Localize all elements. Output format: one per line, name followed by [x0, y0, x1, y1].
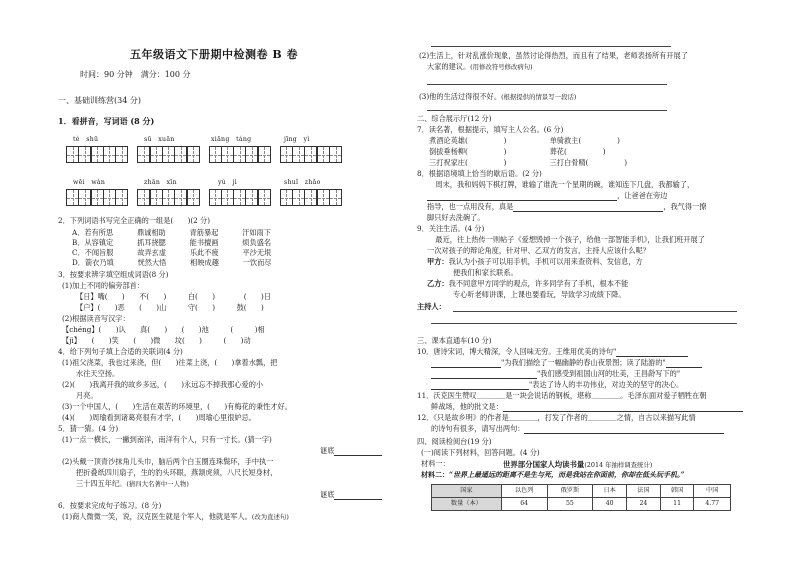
section-4-heading: 四、阅读检阅台(19 分)	[417, 437, 492, 446]
answer-line[interactable]	[431, 46, 671, 47]
q9-line1: 最近，往上热传一则帖子《爱想毁掉一个孩子，给他一部智能手机》，让我们班开展了	[421, 235, 705, 244]
q12-text: 的诗句有很多，请写出两句：	[431, 424, 525, 433]
reading-table	[431, 484, 731, 511]
q4-line3: (3)一个中国人，( )生活在艰苦的环境里，( )有梅花的秉性才好。	[62, 402, 292, 411]
r1-text: 大家的建议。	[427, 62, 471, 71]
char-box-group[interactable]	[66, 146, 128, 163]
reading-1-heading: (一)阅读下列材料，回答问题。(4 分)	[421, 448, 540, 457]
material-2-label: 材料二：	[421, 470, 449, 479]
pinyin-4: jīng yì	[284, 136, 310, 143]
answer-blank[interactable]	[431, 359, 501, 368]
q3-line3: 【chéng】( )认 真( ) ( )池 ( )相	[62, 325, 265, 334]
answer-blank[interactable]	[513, 203, 663, 212]
q4-line2: (2)( )我离开我的故乡多远，( )永远忘不掉我那心爱的小	[62, 380, 264, 389]
q2-option-a: A．若有所思 鼎诚相助 青筋暴起 汗如雨下	[72, 228, 271, 237]
exam-meta: 时间：90 分钟 满分：100 分	[80, 70, 191, 79]
answer-blank[interactable]	[431, 370, 537, 379]
q11-line1: 11．沃克医生赞叹＿＿＿＿是一块会说话的钢板，堪称＿＿＿＿。毛泽东面对爱子牺牲在朝	[417, 391, 707, 400]
q9-jia-text: 我认为小孩子可以用手机，手机可以用来查资料、发信息，方	[448, 257, 643, 266]
q8-line3	[427, 202, 706, 212]
q10-text: "为我们描绘了一幅幽静的春山夜景图；读了陆游的"	[501, 358, 666, 367]
answer-label: 谜底	[320, 446, 335, 455]
pinyin-2: sū xuān	[144, 136, 175, 143]
q8-text: ，让爸爸在旁边	[617, 191, 668, 200]
q11-line2	[431, 402, 743, 412]
r1-line: (2)生活上，针对乱涨价现象，虽然讨论得热烈，而且有了结果，老师表扬所有开展了	[419, 51, 688, 60]
q3-line2: 【户】( )恶 ( )山 守( ) 鼓( )	[76, 303, 264, 312]
q5-heading: 5．猜一猜。(4 分)	[58, 424, 119, 433]
table-cell: 11	[660, 498, 694, 511]
q12-line1: 12．《只是故乡明》的作者是＿＿＿＿，打发了作者的＿＿＿＿之情，自古以来描写此情	[417, 413, 696, 422]
q9-yi	[427, 279, 628, 289]
q10-line2	[431, 358, 702, 368]
pinyin-3: xiāng táng	[211, 136, 252, 143]
q9-yi-text: 我不同意甲方同学的观点，许多同学有了手机，根本不能	[448, 279, 629, 288]
table-cell: 40	[593, 498, 627, 511]
pinyin-8: shuǐ zhǎo	[284, 179, 321, 186]
q5-riddle-b3	[76, 479, 189, 489]
q10-text: 10．唐诗宋词，博大精深，令人回味无穷。王维用优美的诗句"	[417, 347, 617, 356]
q8-text: 指导，也一点用没有，真是	[427, 202, 514, 211]
q5-riddle-b1: (2)头戴一顶青沙抹角儿头巾，脑后两个白玉圈连珠鬓环，手中执一	[62, 457, 274, 466]
char-box-group[interactable]	[209, 146, 271, 163]
table-header-cell: 俄罗斯	[547, 485, 593, 498]
q6-note: (改为直述句)	[251, 513, 289, 521]
answer-blank[interactable]	[427, 192, 617, 201]
table-cell: 64	[501, 498, 547, 511]
table-row	[432, 485, 731, 498]
q8-heading: 8．根据语境填上恰当的歇后语。(2 分)	[417, 169, 542, 178]
q3-line4: 【jì】 ( )笑 ( )微 坟( ) ( )动	[62, 336, 251, 345]
table-header-cell: 中国	[694, 485, 731, 498]
answer-line[interactable]	[453, 311, 737, 312]
q9-line2: 一次对孩子的辩论角度，针对甲、乙双方的发言，主持人应该什么呢？	[427, 246, 650, 255]
pinyin-7: yú jì	[218, 179, 238, 186]
answer-blank[interactable]	[334, 491, 382, 500]
q5-riddle-a: (1)一点一横长，一撇到南洋，南洋有个人，只有一寸长。(猜一字)	[62, 435, 272, 444]
q3-sub1: (1)加上不同的偏旁部首：	[62, 281, 145, 290]
answer-line[interactable]	[427, 110, 667, 111]
q5-answer-a	[320, 446, 382, 456]
q10-line1	[417, 347, 688, 357]
table-row-label: 数量（本）	[432, 498, 502, 511]
answer-blank[interactable]	[666, 359, 702, 368]
q8-line2	[427, 191, 667, 201]
q7-line3: 三打祝家庄( ) 三打白骨精( )	[429, 158, 628, 167]
q4-line4: (4)( )周瑜看到诸葛亮很有才学，( )周瑜心里很妒忌。	[62, 413, 256, 422]
answer-blank[interactable]	[431, 381, 529, 390]
pinyin-1: tè shū	[73, 136, 99, 143]
q2-option-c: C．不闻旨服 故弄玄虚 乐此不疲 平沙无垠	[72, 248, 272, 257]
char-box-group[interactable]	[137, 189, 199, 206]
material-1-label: 材料一：	[421, 459, 450, 468]
q9-yi2: 专心听老师讲课，上课也要看玩，导致学习成绩下降。	[453, 290, 626, 299]
table-cell: 24	[627, 498, 661, 511]
section-3-heading: 三、课本直通车(10 分)	[417, 336, 492, 345]
q5-riddle-b2: 把折叠纸四川扇子，生的豹头环眼，燕颔虎须，八尺长短身材，	[76, 468, 278, 477]
table-header-cell: 日本	[593, 485, 627, 498]
table-cell: 55	[547, 498, 593, 511]
q1-heading: 1．看拼音，写词语 (8 分)	[58, 116, 155, 126]
answer-blank[interactable]	[524, 425, 724, 434]
table-title-note: (2014 年抽样调查统计)	[584, 461, 653, 469]
q4-line1: (1)祖父浇菜，我也过来浇，但( )往菜上浇，( )拿着水瓢，把	[62, 358, 278, 367]
q3-line1: 【日】嘴( ) 不( ) 白( ) ( )日	[76, 292, 271, 301]
q9-host: 主持人：	[417, 302, 446, 311]
r2-line	[419, 92, 576, 102]
char-box-group[interactable]	[66, 189, 128, 206]
char-box-group[interactable]	[137, 146, 199, 163]
exam-title: 五年级语文下册期中检测卷 B 卷	[130, 48, 298, 61]
table-header-cell: 韩国	[660, 485, 694, 498]
table-title	[503, 460, 652, 470]
q12-line2	[431, 424, 724, 434]
q9-heading: 9．关注生活。(4 分)	[417, 224, 485, 233]
riddle-note: (猜四大名著中一人物)	[126, 480, 189, 488]
q5-answer-b	[320, 490, 382, 500]
writing-grid-row-1	[66, 146, 342, 163]
writing-grid-row-2	[66, 189, 342, 206]
pinyin-5: wēi wàn	[73, 179, 106, 186]
answer-line[interactable]	[431, 323, 737, 324]
answer-blank[interactable]	[616, 348, 688, 357]
table-cell: 4.77	[694, 498, 731, 511]
char-box-group[interactable]	[280, 189, 342, 206]
q8-line1: 周末，我和妈妈下棋打牌，谁输了谁洗一个星期的碗，谁知连下几盘，我都输了，	[421, 180, 695, 189]
q10-line4	[431, 380, 683, 390]
q8-line5: 脚只好去洗碗了。	[427, 213, 485, 222]
answer-blank[interactable]	[503, 403, 743, 412]
answer-label: 谜底	[320, 490, 335, 499]
speaker-jia: 甲方：	[427, 257, 449, 266]
q9-jia2: 便我们和家长联系。	[453, 268, 518, 277]
material-2-quote: “世界上最遥远的距离不是生与死，而是我站在你面前，你却在低头玩手机。”	[449, 470, 685, 479]
q7-line2: 倒拔垂杨柳( ) 葬花( )	[429, 147, 606, 156]
pinyin-6: zhān xīn	[144, 179, 177, 186]
table-header-cell: 以色列	[501, 485, 547, 498]
q11-text: 鲜战场，他的批文是：	[431, 402, 503, 411]
q9-jia	[427, 257, 643, 267]
r2-note: (根据提供的情景写一段话)	[501, 93, 577, 101]
material-2	[421, 470, 685, 480]
q4-heading: 4．给下列句子填上合适的关联词(4 分)	[58, 347, 183, 356]
r2-text: (3)他的生活过得很不好。	[419, 92, 502, 101]
char-box-group[interactable]	[209, 189, 271, 206]
q2-option-b: B．从容镇定 抓耳挠腮 能书擅画 烦负盛名	[72, 238, 272, 247]
q3-sub2: (2)根据读音写汉字：	[62, 314, 130, 323]
answer-line[interactable]	[427, 84, 667, 85]
q4-line1b: 水往天空扬。	[76, 369, 120, 378]
answer-blank[interactable]	[334, 447, 382, 456]
section-2-heading: 二、综合展示厅(12 分)	[417, 114, 492, 123]
char-box-group[interactable]	[280, 146, 342, 163]
r1-line-b	[427, 62, 533, 72]
q3-heading: 3．按要求辨字填空组成词语(8 分)	[58, 270, 169, 279]
q6-sentence: (1)商人微微一笑，说，汉克医生就是个军人，他就是军人。	[62, 512, 252, 521]
q7-line1: 煮酒论英雄( ) 单骑救主( )	[429, 136, 620, 145]
q4-line2b: 月亮。	[76, 391, 98, 400]
q10-text: "我们感受到祖国山河的壮美，王昌龄写下的"	[537, 369, 681, 378]
table-header-cell: 法国	[627, 485, 661, 498]
table-row	[432, 498, 731, 511]
table-header-cell: 国家	[432, 485, 502, 498]
q6-line1	[62, 512, 289, 522]
q7-heading: 7．读名著，根据提示，填写主人公名。(6 分)	[417, 125, 564, 134]
q8-text: ，我气得一撩	[663, 202, 707, 211]
q10-text: "表达了诗人的丰功伟业，对边关的坚守的决心。	[529, 380, 684, 389]
table-title-text: 世界部分国家人均读书量	[503, 460, 585, 469]
speaker-yi: 乙方：	[427, 279, 449, 288]
q10-line3	[431, 369, 680, 379]
r1-note: (用修改符号修改病句)	[470, 63, 533, 71]
riddle-text: 三十四五年纪。	[76, 479, 127, 488]
q2-option-d: D．箭衣乃填 恍然大悟 相映成趣 一饮而尽	[72, 258, 272, 267]
section-1-heading: 一、基础训练营(34 分)	[58, 96, 141, 105]
q6-heading: 6．按要求完成句子练习。(8 分)	[58, 501, 162, 510]
q2-heading: 2．下列词语书写完全正确的一组是( )(2 分)	[58, 216, 211, 225]
